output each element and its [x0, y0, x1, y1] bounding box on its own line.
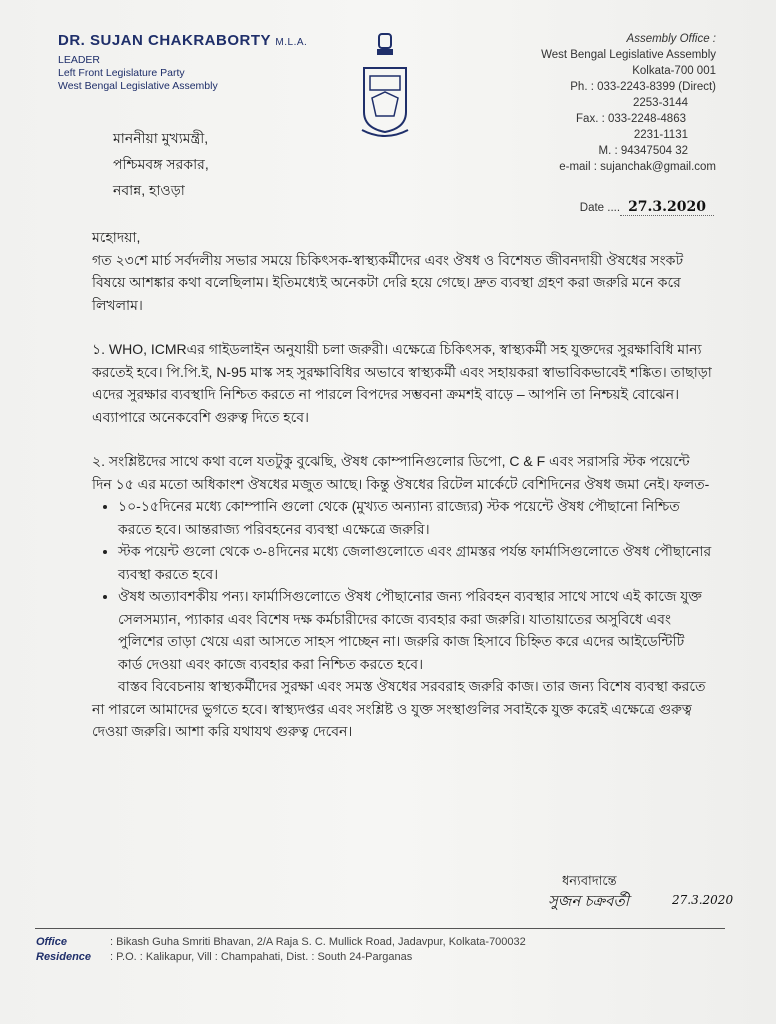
action-list [92, 495, 712, 675]
phone-direct: Ph. : 033-2243-8399 (Direct) [570, 81, 716, 93]
footer-divider [35, 928, 725, 929]
email-address: e-mail : sujanchak@gmail.com [559, 161, 716, 173]
mobile-number: M. : 94347504 32 [598, 145, 688, 157]
office-label: Office [36, 936, 67, 948]
recipient-line: মাননীয়া মুখ্যমন্ত্রী, [113, 130, 209, 146]
sender-party: Left Front Legislature Party [58, 67, 185, 79]
mla-suffix: M.L.A. [275, 37, 308, 48]
recipient-line: পশ্চিমবঙ্গ সরকার, [113, 156, 209, 172]
fax-alt: 2231-1131 [633, 129, 688, 141]
footer-residence [36, 951, 412, 963]
phone-alt: 2253-3144 [633, 97, 688, 109]
sender-title: LEADER [58, 54, 101, 66]
salutation: মহোদয়া, [92, 229, 141, 245]
list-item: • স্টক পয়েন্ট গুলো থেকে ৩-৪দিনের মধ্যে জেলাগুলোতে এবং গ্রামস্তর পর্যন্ত ফার্মাসিগুলোতে ঔষধ পৌছানোর ব্যবস্থা করতে হবে। [118, 540, 712, 585]
name-text: DR. SUJAN CHAKRABORTY [58, 32, 271, 49]
date-value: 27.3.2020 [620, 199, 714, 216]
list-item: • ঔষধ অত্যাবশকীয় পন্য। ফার্মাসিগুলোতে ঔষধ পৌছানোর জন্য পরিবহন ব্যবস্থার সাথে সাথে এই কাজে যুক্ত সেলসম্যান, প্যাকার এবং বিশেষ দক্ষ কর্মচারীদের কাজে ব্যবহার করা জরুরি। যাতায়াতের অসুবিধে এবং পুলিশের তাড়া খেয়ে এরা আসতে সাহস পাচ্ছেন না। জরুরি কাজ হিসাবে চিহ্নিত করে এদের আইডেন্টিটি কার্ড দেওয়া এবং কাজে ব্যবহার করা নিশ্চিত করতে হবে। [118, 585, 712, 675]
recipient-line: নবান্ন, হাওড়া [113, 182, 185, 198]
signature-date: 27.3.2020 [672, 893, 734, 907]
footer-office [36, 936, 526, 948]
assembly-city: Kolkata-700 001 [632, 65, 716, 77]
sender-name [58, 32, 307, 49]
signoff: ধন্যবাদান্তে [562, 873, 617, 888]
list-item: • ১০-১৫দিনের মধ্যে কোম্পানি গুলো থেকে (মুখ্যত অন্যান্য রাজ্যের) স্টক পয়েন্টে ঔষধ পৌছানো নিশ্চিত করতে হবে। আন্তরাজ্য পরিবহনের ব্যবস্থা এক্ষেত্রে জরুরি। [118, 495, 712, 540]
point-2-paragraph: ২. সংশ্লিষ্টদের সাথে কথা বলে যতটুকু বুঝেছি, ঔষধ কোম্পানিগুলোর ডিপো, C & F এবং সরাসরি স্টক পয়েন্টে দিন ১৫ এর মতো অধিকাংশ ঔষধের মজুত আছে। কিন্তু ঔষধের রিটেল মার্কেটে বেশিদিনের ঔষধ জমা নেই। ফলত- [92, 453, 710, 492]
office-address: : Bikash Guha Smriti Bhavan, 2/A Raja S. C. Mullick Road, Jadavpur, Kolkata-700032 [110, 936, 526, 948]
assembly-office-label: Assembly Office : [626, 33, 716, 45]
residence-address: : P.O. : Kalikapur, Vill : Champahati, Dist. : South 24-Parganas [110, 951, 413, 963]
residence-label: Residence [36, 951, 92, 963]
signature: সুজন চক্রবর্তী [548, 893, 629, 910]
assembly-name: West Bengal Legislative Assembly [541, 49, 716, 61]
fax-number: Fax. : 033-2248-4863 [576, 113, 686, 125]
sender-assembly: West Bengal Legislative Assembly [58, 80, 218, 92]
date-label: Date [579, 202, 605, 214]
emblem-logo [358, 32, 412, 140]
date-field: Date .... 27.3.2020 [580, 199, 714, 215]
intro-paragraph: গত ২৩শে মার্চ সর্বদলীয় সভার সময়ে চিকিৎসক-স্বাস্থ্যকর্মীদের এবং ঔষধ ও বিশেষত জীবনদায়ী ঔষধের সংকট বিষয়ে আশঙ্কার কথা বলেছিলাম। ইতিমধ্যেই অনেকটা দেরি হয়ে গেছে। দ্রুত ব্যবস্থা গ্রহণ করা জরুরি মনে করে লিখলাম। [92, 251, 684, 313]
closing-paragraph: বাস্তব বিবেচনায় স্বাস্থ্যকর্মীদের সুরক্ষা এবং সমস্ত ঔষধের সরবরাহ জরুরি কাজ। তার জন্য বিশেষ ব্যবস্থা করতে না পারলে আমাদের ভুগতে হবে। স্বাস্থ্যদপ্তর এবং সংশ্লিষ্ট ও যুক্ত সংস্থাগুলির সবাইকে যুক্ত করেই এক্ষেত্রে গুরুত্ব দেওয়া জরুরি। আশা করি যথাযথ গুরুত্ব দেবেন। [92, 678, 706, 739]
letter-body [92, 226, 712, 743]
point-1-paragraph: ১. WHO, ICMRএর গাইডলাইন অনুযায়ী চলা জরুরী। এক্ষেত্রে চিকিৎসক, স্বাস্থ্যকর্মী সহ যুক্তদের সুরক্ষাবিধি মান্য করতেই হবে। পি.পি.ই, N-95 মাস্ক সহ সুরক্ষাবিধির অভাবে স্বাস্থ্যকর্মী এবং সহায়করা স্বাভাবিকভাবেই শঙ্কিত। তাছাড়া এদের সুরক্ষার ব্যবস্থাদি নিশ্চিত করতে না পারলে বিপদের সম্ভবনা ক্রমশই বাড়ে – আপনি তা নিশ্চয়ই বোঝেন। এব্যাপারে অনেকবেশি গুরুত্ব দিতে হবে। [92, 341, 712, 425]
